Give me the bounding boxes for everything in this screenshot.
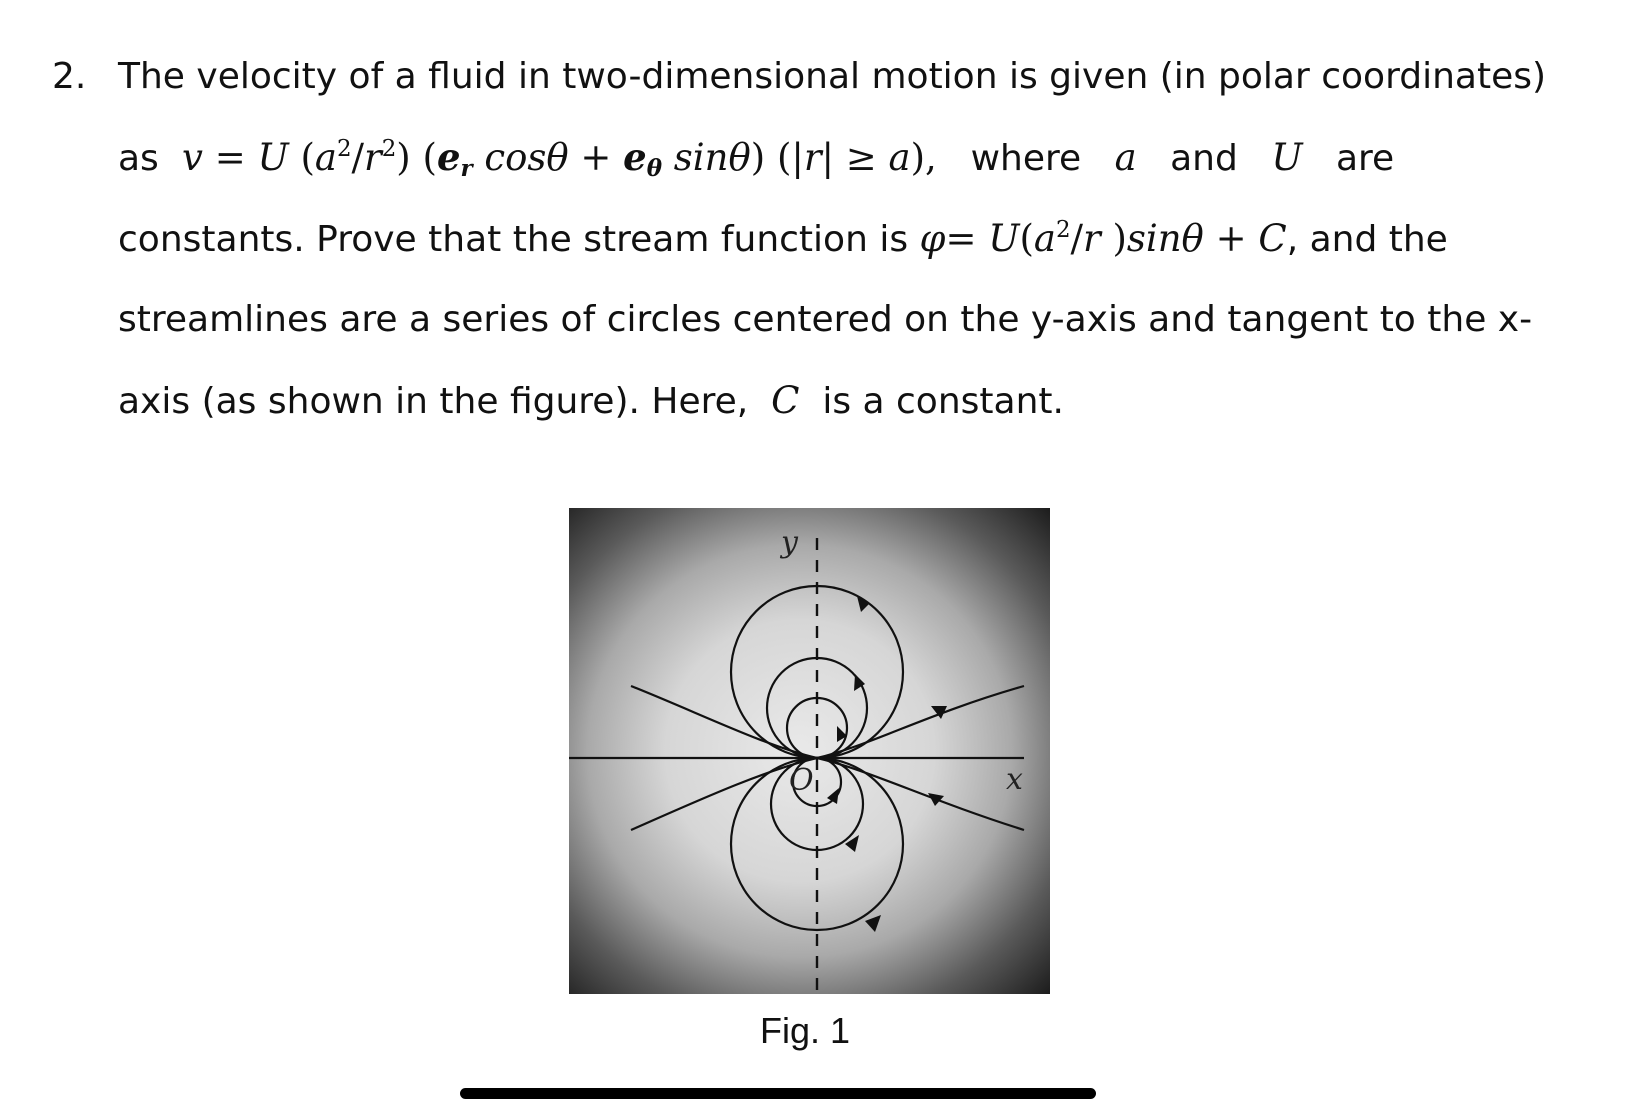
line-3-text: constants. Prove that the stream function is (118, 219, 909, 260)
home-indicator[interactable] (460, 1088, 1096, 1099)
arrow-lower-small (827, 788, 839, 804)
line-5-start: axis (as shown in the figure). Here, (118, 381, 749, 422)
line-5-end: is a constant. (822, 381, 1064, 422)
x-axis-label: x (1006, 762, 1023, 797)
velocity-equation: v = U $(a^2/r^2)$ ($e_r$ $\cos\theta + e_\theta$ sinθ) (|r| ≥ a), (182, 135, 937, 183)
symbol-U: U (1271, 136, 1303, 179)
symbol-a: a (1114, 136, 1137, 179)
streamline-figure (569, 508, 1050, 994)
arrow-right-lower (928, 793, 944, 806)
as-word: as (118, 138, 159, 179)
line-1 (118, 36, 1547, 117)
flow-arrows (827, 596, 947, 932)
problem-number: 2. (52, 56, 87, 97)
line-3 (118, 198, 1512, 279)
streamline-diagram (569, 508, 1050, 994)
y-axis-label: y (781, 525, 798, 560)
line-4-text: streamlines are a series of circles centered on the y-axis and tangent to the x- (118, 299, 1533, 340)
problem-2 (52, 36, 1547, 441)
symbol-C: C (771, 379, 800, 422)
line-2 (118, 117, 1512, 198)
where-word: where (970, 138, 1082, 179)
and-word: and (1170, 138, 1238, 179)
are-word: are (1335, 138, 1395, 179)
arrow-lower-large (865, 915, 881, 932)
line-5 (118, 360, 1512, 441)
origin-label: O (789, 763, 814, 798)
line-3-end: , and the (1286, 219, 1448, 260)
streamline-left-upper (631, 686, 817, 758)
figure-caption: Fig. 1 (760, 1010, 851, 1051)
line-4 (118, 279, 1533, 360)
line-1-text: The velocity of a fluid in two-dimensional motion is given (in polar coordinates) (118, 56, 1547, 97)
problem-body (118, 36, 1547, 441)
stream-function: $\varphi= U(a^2/r$ )sinθ + C (919, 216, 1287, 260)
